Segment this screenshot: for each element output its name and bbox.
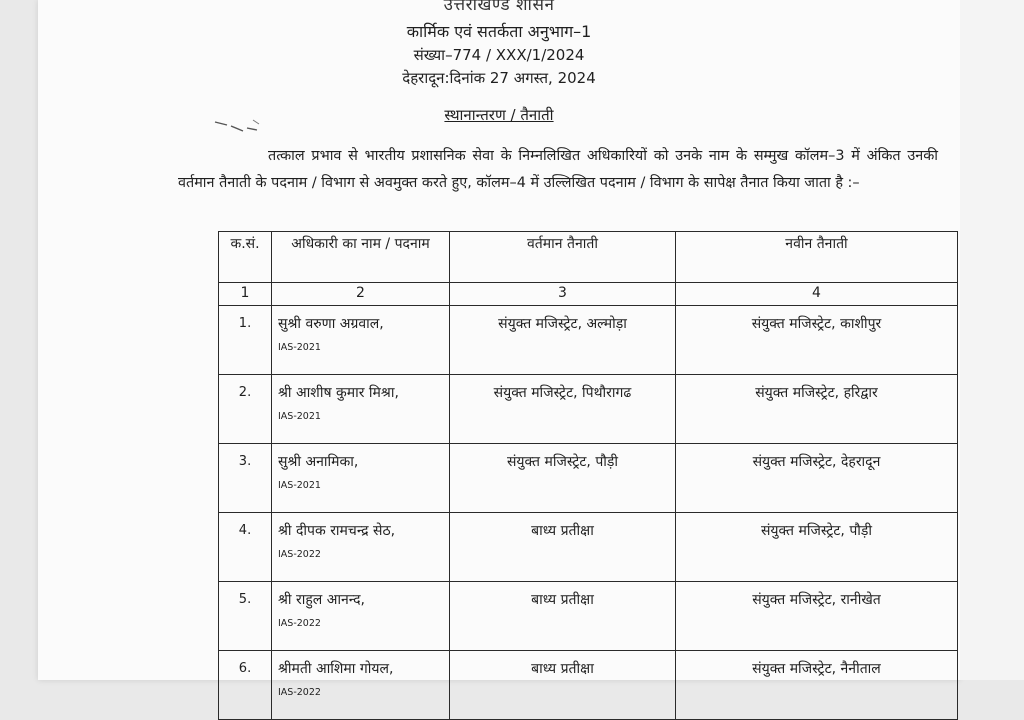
serial-number: 1. [219, 306, 272, 375]
officer-cell [272, 444, 450, 513]
serial-number: 4. [219, 513, 272, 582]
column-number: 2 [272, 283, 450, 306]
page-margin [960, 0, 1024, 680]
officer-name: श्री दीपक रामचन्द्र सेठ, [278, 523, 396, 539]
serial-number: 5. [219, 582, 272, 651]
allocation-table [218, 231, 958, 720]
header-new-posting: नवीन तैनाती [676, 232, 958, 283]
table-row [219, 444, 958, 513]
officer-service: IAS-2022 [278, 618, 321, 629]
new-posting: संयुक्त मजिस्ट्रेट, नैनीताल [676, 651, 958, 720]
officer-cell [272, 582, 450, 651]
serial-number: 3. [219, 444, 272, 513]
serial-number: 6. [219, 651, 272, 720]
column-number-row [219, 283, 958, 306]
new-posting: संयुक्त मजिस्ट्रेट, देहरादून [676, 444, 958, 513]
header-serial: क.सं. [219, 232, 272, 283]
officer-cell [272, 375, 450, 444]
officer-service: IAS-2021 [278, 342, 321, 353]
current-posting: संयुक्त मजिस्ट्रेट, अल्मोड़ा [450, 306, 676, 375]
officer-name: सुश्री वरुणा अग्रवाल, [278, 316, 384, 332]
current-posting: संयुक्त मजिस्ट्रेट, पिथौरागढ [450, 375, 676, 444]
new-posting: संयुक्त मजिस्ट्रेट, रानीखेत [676, 582, 958, 651]
new-posting: संयुक्त मजिस्ट्रेट, हरिद्वार [676, 375, 958, 444]
officer-service: IAS-2021 [278, 411, 321, 422]
document-page [38, 0, 960, 698]
table-row [219, 651, 958, 720]
officer-name: श्रीमती आशिमा गोयल, [278, 661, 394, 677]
current-posting: संयुक्त मजिस्ट्रेट, पौड़ी [450, 444, 676, 513]
table-header-row [219, 232, 958, 283]
table-row [219, 513, 958, 582]
new-posting: संयुक्त मजिस्ट्रेट, पौड़ी [676, 513, 958, 582]
officer-cell [272, 513, 450, 582]
officer-name: श्री आशीष कुमार मिश्रा, [278, 385, 399, 401]
officer-name: श्री राहुल आनन्द, [278, 592, 366, 608]
officer-name: सुश्री अनामिका, [278, 454, 359, 470]
column-number: 4 [676, 283, 958, 306]
government-title: उत्तराखण्ड शासन [443, 0, 555, 15]
subject-text: स्थानान्तरण / तैनाती [444, 106, 554, 124]
table-row [219, 582, 958, 651]
officer-service: IAS-2021 [278, 480, 321, 491]
table-row [219, 306, 958, 375]
header-current-posting: वर्तमान तैनाती [450, 232, 676, 283]
officer-cell [272, 651, 450, 720]
officer-service: IAS-2022 [278, 549, 321, 560]
department-name: कार्मिक एवं सतर्कता अनुभाग–1 [406, 22, 592, 41]
order-number: संख्या–774 / XXX/1/2024 [413, 46, 585, 64]
current-posting: बाध्य प्रतीक्षा [450, 513, 676, 582]
header-officer: अधिकारी का नाम / पदनाम [272, 232, 450, 283]
serial-number: 2. [219, 375, 272, 444]
current-posting: बाध्य प्रतीक्षा [450, 582, 676, 651]
column-number: 3 [450, 283, 676, 306]
order-body-text: तत्काल प्रभाव से भारतीय प्रशासनिक सेवा के निम्नलिखित अधिकारियों को उनके नाम के सम्मुख कॉलम–3 में अंकित उनकी वर्तमान तैनाती के पदनाम / विभाग से अवमुक्त करते हुए, कॉलम–4 में उल्लिखित पदनाम / विभाग के सापेक्ष तैनात किया जाता है :– [178, 148, 938, 191]
officer-cell [272, 306, 450, 375]
table-row [219, 375, 958, 444]
column-number: 1 [219, 283, 272, 306]
current-posting: बाध्य प्रतीक्षा [450, 651, 676, 720]
subject-line [38, 105, 960, 125]
officer-service: IAS-2022 [278, 687, 321, 698]
place-date: देहरादून:दिनांक 27 अगस्त, 2024 [402, 69, 596, 87]
pen-mark-icon [213, 116, 273, 136]
new-posting: संयुक्त मजिस्ट्रेट, काशीपुर [676, 306, 958, 375]
